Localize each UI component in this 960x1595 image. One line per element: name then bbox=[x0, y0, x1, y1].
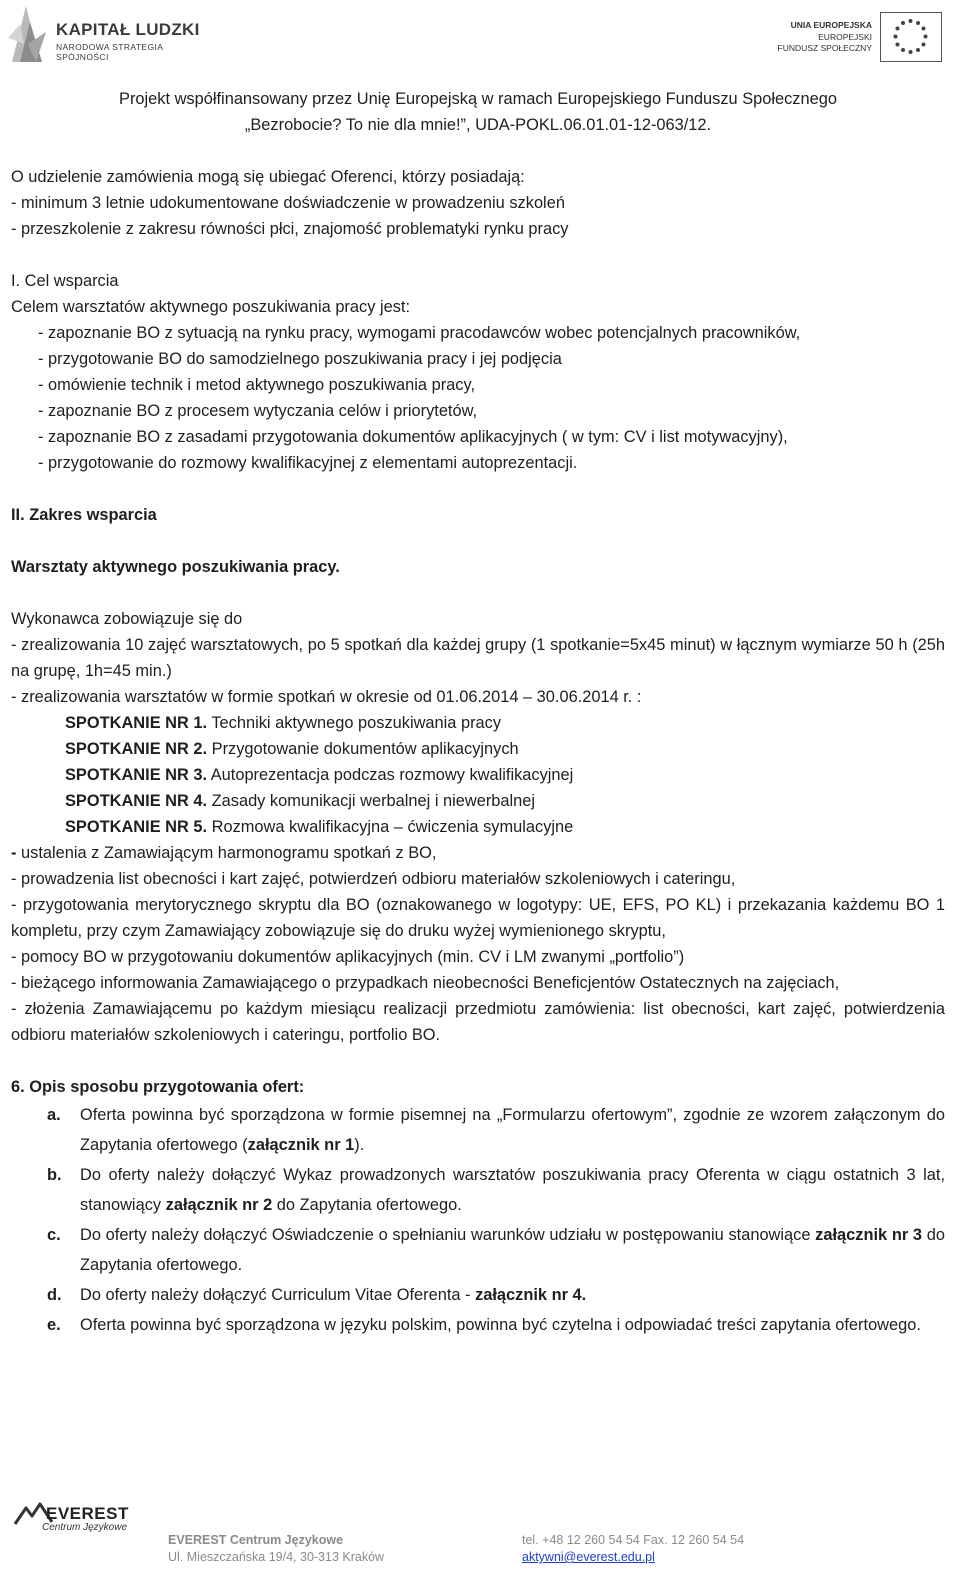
footer-company: EVEREST Centrum Językowe bbox=[168, 1533, 344, 1547]
attachment-ref: załącznik nr 3 bbox=[815, 1226, 923, 1244]
attachment-ref: załącznik nr 1 bbox=[247, 1136, 355, 1154]
section2-heading: II. Zakres wsparcia bbox=[11, 506, 157, 524]
meeting-text: Autoprezentacja podczas rozmowy kwalifikacyjnej bbox=[207, 766, 574, 784]
footer-email-link[interactable]: aktywni@everest.edu.pl bbox=[522, 1550, 655, 1564]
meeting-label: SPOTKANIE NR 5. bbox=[65, 818, 208, 836]
meeting-item bbox=[11, 814, 945, 840]
section1-intro: Celem warsztatów aktywnego poszukiwania pracy jest: bbox=[11, 298, 411, 316]
item-letter: a. bbox=[47, 1106, 61, 1124]
section2-duty: - prowadzenia list obecności i kart zajęć, potwierdzeń odbioru materiałów szkoleniowych i cateringu, bbox=[11, 870, 736, 888]
section1-item: - zapoznanie BO z procesem wytyczania celów i priorytetów, bbox=[38, 402, 478, 420]
eu-flag-icon bbox=[880, 12, 942, 62]
section6-heading: 6. Opis sposobu przygotowania ofert: bbox=[11, 1078, 305, 1096]
item-text: Do oferty należy dołączyć Wykaz prowadzonych warsztatów poszukiwania pracy Oferenta w ciągu ostatnich 3 lat, stanowiący bbox=[80, 1166, 945, 1214]
meeting-text: Techniki aktywnego poszukiwania pracy bbox=[207, 714, 502, 732]
section2-duty: - złożenia Zamawiającemu po każdym miesiącu realizacji przedmiotu zamówienia: list obecności, kart zajęć, potwierdzenia odbioru materiałów szkoleniowych i cateringu, portfolio BO. bbox=[11, 1000, 945, 1044]
offer-requirement-item bbox=[11, 1100, 945, 1160]
footer-address: Ul. Mieszczańska 19/4, 30-313 Kraków bbox=[168, 1550, 385, 1564]
item-text-end: ). bbox=[354, 1136, 365, 1154]
section1-item: - omówienie technik i metod aktywnego poszukiwania pracy, bbox=[38, 376, 475, 394]
footer-contact-block bbox=[522, 1532, 744, 1566]
section2-duty: - przygotowania merytorycznego skryptu dla BO (oznakowanego w logotypy: UE, EFS, PO KL) i przekazania każdemu BO 1 kompletu, przy czym Zamawiający zobowiązuje się do druku wyżej wymienionego skryptu, bbox=[11, 896, 945, 940]
item-text: Do oferty należy dołączyć Curriculum Vitae Oferenta - bbox=[80, 1286, 476, 1304]
meeting-item bbox=[11, 762, 945, 788]
meeting-label: SPOTKANIE NR 1. bbox=[65, 714, 208, 732]
requirements-intro: O udzielenie zamówienia mogą się ubiegać Oferenci, którzy posiadają: bbox=[11, 168, 525, 186]
attachment-ref: załącznik nr 2 bbox=[165, 1196, 273, 1214]
offer-requirement-item bbox=[11, 1310, 945, 1340]
requirement-item: - minimum 3 letnie udokumentowane doświadczenie w prowadzeniu szkoleń bbox=[11, 194, 565, 212]
project-line-2: „Bezrobocie? To nie dla mnie!”, UDA-POKL.06.01.01-12-063/12. bbox=[244, 116, 712, 134]
section2-item: - zrealizowania 10 zajęć warsztatowych, po 5 spotkań dla każdej grupy (1 spotkanie=5x45 minut) w łącznym wymiarze 50 h (25h na grupę, 1h=45 min.) bbox=[11, 636, 945, 680]
offer-requirement-item bbox=[11, 1160, 945, 1220]
everest-logo-name: EVEREST bbox=[46, 1504, 129, 1523]
section1-item: - zapoznanie BO z zasadami przygotowania dokumentów aplikacyjnych ( w tym: CV i list motywacyjny), bbox=[38, 428, 788, 446]
meeting-text: Zasady komunikacji werbalnej i niewerbalnej bbox=[207, 792, 536, 810]
kapital-ludzki-emblem-icon bbox=[6, 4, 50, 70]
requirement-item: - przeszkolenie z zakresu równości płci, znajomość problematyki rynku pracy bbox=[11, 220, 569, 238]
kapital-ludzki-title: KAPITAŁ LUDZKI bbox=[56, 20, 200, 39]
section2-duty: - pomocy BO w przygotowaniu dokumentów aplikacyjnych (min. CV i LM zwanymi „portfolio”) bbox=[11, 948, 685, 966]
section1-heading: I. Cel wsparcia bbox=[11, 272, 119, 290]
section1-item: - zapoznanie BO z sytuacją na rynku pracy, wymogami pracodawców wobec potencjalnych pracowników, bbox=[38, 324, 801, 342]
eu-logo bbox=[777, 10, 956, 70]
eu-logo-line2: EUROPEJSKI bbox=[818, 32, 872, 42]
meeting-item bbox=[11, 736, 945, 762]
item-text: Oferta powinna być sporządzona w formie pisemnej na „Formularzu ofertowym”, zgodnie ze wzorem załączonym do Zapytania ofertowego ( bbox=[80, 1106, 945, 1154]
section2-duty bbox=[11, 840, 945, 866]
offer-requirement-item bbox=[11, 1280, 945, 1310]
section1-item: - przygotowanie do rozmowy kwalifikacyjnej z elementami autoprezentacji. bbox=[38, 454, 578, 472]
project-line-1: Projekt współfinansowany przez Unię Europejską w ramach Europejskiego Funduszu Społecznego bbox=[119, 90, 837, 108]
section1-item: - przygotowanie BO do samodzielnego poszukiwania pracy i jej podjęcia bbox=[38, 350, 562, 368]
meeting-label: SPOTKANIE NR 4. bbox=[65, 792, 208, 810]
section2-item: - zrealizowania warsztatów w formie spotkań w okresie od 01.06.2014 – 30.06.2014 r. : bbox=[11, 688, 642, 706]
item-letter: d. bbox=[47, 1286, 62, 1304]
offer-requirement-item bbox=[11, 1220, 945, 1280]
meeting-text: Przygotowanie dokumentów aplikacyjnych bbox=[207, 740, 519, 758]
item-letter: b. bbox=[47, 1166, 62, 1184]
section2-subheading: Warsztaty aktywnego poszukiwania pracy. bbox=[11, 558, 340, 576]
section2-intro: Wykonawca zobowiązuje się do bbox=[11, 610, 243, 628]
document-body bbox=[11, 86, 945, 1340]
eu-logo-line3: FUNDUSZ SPOŁECZNY bbox=[777, 43, 872, 53]
item-letter: e. bbox=[47, 1316, 61, 1334]
everest-logo-subtitle: Centrum Językowe bbox=[42, 1522, 128, 1533]
item-text: Oferta powinna być sporządzona w języku polskim, powinna być czytelna i odpowiadać treści zapytania ofertowego. bbox=[80, 1316, 921, 1334]
footer-address-block bbox=[168, 1532, 384, 1566]
kapital-ludzki-logo bbox=[6, 4, 206, 70]
attachment-ref: załącznik nr 4. bbox=[475, 1286, 587, 1304]
item-text-end: do Zapytania ofertowego. bbox=[80, 1226, 945, 1274]
item-letter: c. bbox=[47, 1226, 61, 1244]
offer-requirements-list bbox=[11, 1100, 945, 1340]
meeting-item bbox=[11, 788, 945, 814]
eu-logo-line1: UNIA EUROPEJSKA bbox=[790, 20, 872, 30]
meeting-text: Rozmowa kwalifikacyjna – ćwiczenia symulacyjne bbox=[207, 818, 574, 836]
section2-duty-dash: - bbox=[11, 844, 17, 862]
meeting-label: SPOTKANIE NR 3. bbox=[65, 766, 208, 784]
kapital-ludzki-subtitle: NARODOWA STRATEGIA SPÓJNOŚCI bbox=[56, 42, 163, 62]
meeting-item bbox=[11, 710, 945, 736]
item-text: Do oferty należy dołączyć Oświadczenie o spełnianiu warunków udziału w postępowaniu stanowiące bbox=[80, 1226, 816, 1244]
meeting-label: SPOTKANIE NR 2. bbox=[65, 740, 208, 758]
footer-phone: tel. +48 12 260 54 54 Fax. 12 260 54 54 bbox=[522, 1533, 745, 1547]
section2-duty-text: ustalenia z Zamawiającym harmonogramu spotkań z BO, bbox=[16, 844, 437, 862]
item-text-end: do Zapytania ofertowego. bbox=[272, 1196, 462, 1214]
section2-duty: - bieżącego informowania Zamawiającego o przypadkach nieobecności Beneficjentów Ostatecznych na zajęciach, bbox=[11, 974, 840, 992]
